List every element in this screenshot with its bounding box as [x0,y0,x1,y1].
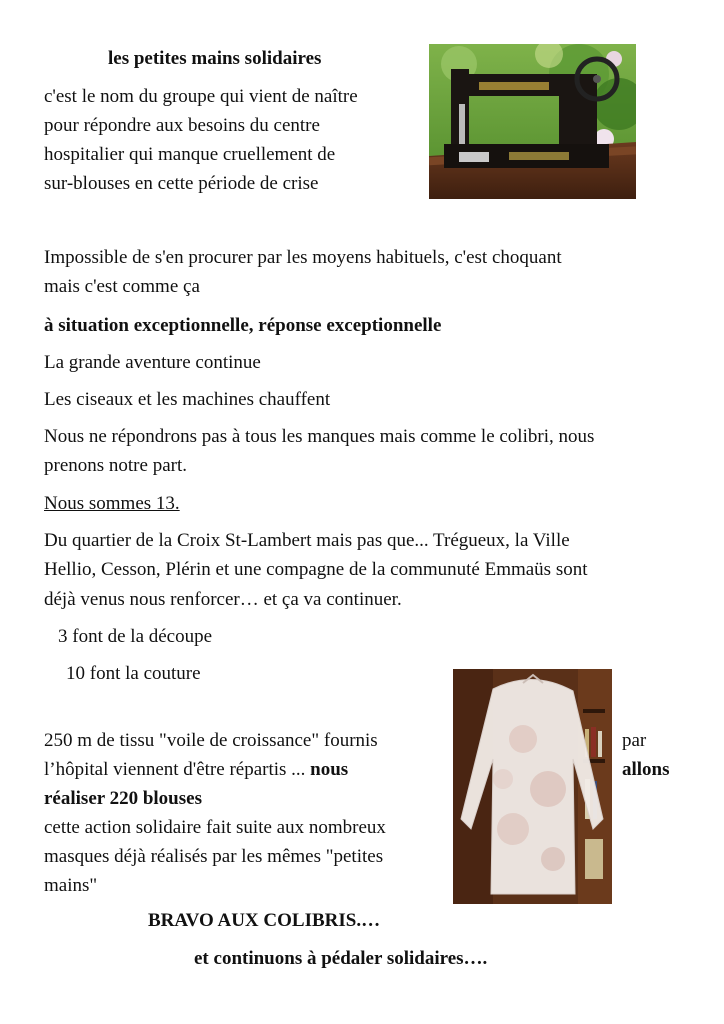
member-count: Nous sommes 13. [44,493,180,514]
fabric-line-3: réaliser 220 blouses [44,788,202,809]
fabric-line-2-left [44,755,348,784]
sewing-machine-photo [429,44,636,199]
followup-line-2: masques déjà réalisés par les mêmes "petites [44,846,384,867]
fabric-line-2-right: allons [622,759,670,780]
blouse-photo [453,669,612,904]
impossible-line-1: Impossible de s'en procurer par les moyens habituels, c'est choquant [44,247,562,268]
intro-line-1: c'est le nom du groupe qui vient de naître [44,86,358,107]
cutting-line: 3 font de la découpe [58,626,213,647]
impossible-line-2: mais c'est comme ça [44,276,200,297]
fabric-line-2-plain: l’hôpital viennent d'être répartis ... [44,759,311,780]
fabric-line-1-right: par [622,730,647,751]
fabric-line-1-left: 250 m de tissu "voile de croissance" fournis [44,730,378,751]
scissors-line: Les ciseaux et les machines chauffent [44,389,331,410]
fabric-line-2-bold: nous [310,759,349,780]
district-line-1: Du quartier de la Croix St-Lambert mais pas que... Trégueux, la Ville [44,530,570,551]
colibri-line-2: prenons notre part. [44,455,187,476]
intro-line-2: pour répondre aux besoins du centre [44,115,320,136]
sewing-line: 10 font la couture [66,663,201,684]
closing-line: et continuons à pédaler solidaires…. [194,948,488,969]
bravo-line: BRAVO AUX COLIBRIS.… [148,910,381,931]
intro-line-3: hospitalier qui manque cruellement de [44,144,336,165]
followup-line-3: mains" [44,875,98,896]
page-title: les petites mains solidaires [108,48,322,69]
district-line-2: Hellio, Cesson, Plérin et une compagne de la communuté Emmaüs sont [44,559,588,580]
district-line-3: déjà venus nous renforcer… et ça va continuer. [44,589,402,610]
exceptional-statement: à situation exceptionnelle, réponse exceptionnelle [44,315,442,336]
intro-line-4: sur-blouses en cette période de crise [44,173,319,194]
adventure-line: La grande aventure continue [44,352,261,373]
colibri-line-1: Nous ne répondrons pas à tous les manques mais comme le colibri, nous [44,426,595,447]
followup-line-1: cette action solidaire fait suite aux nombreux [44,817,386,838]
